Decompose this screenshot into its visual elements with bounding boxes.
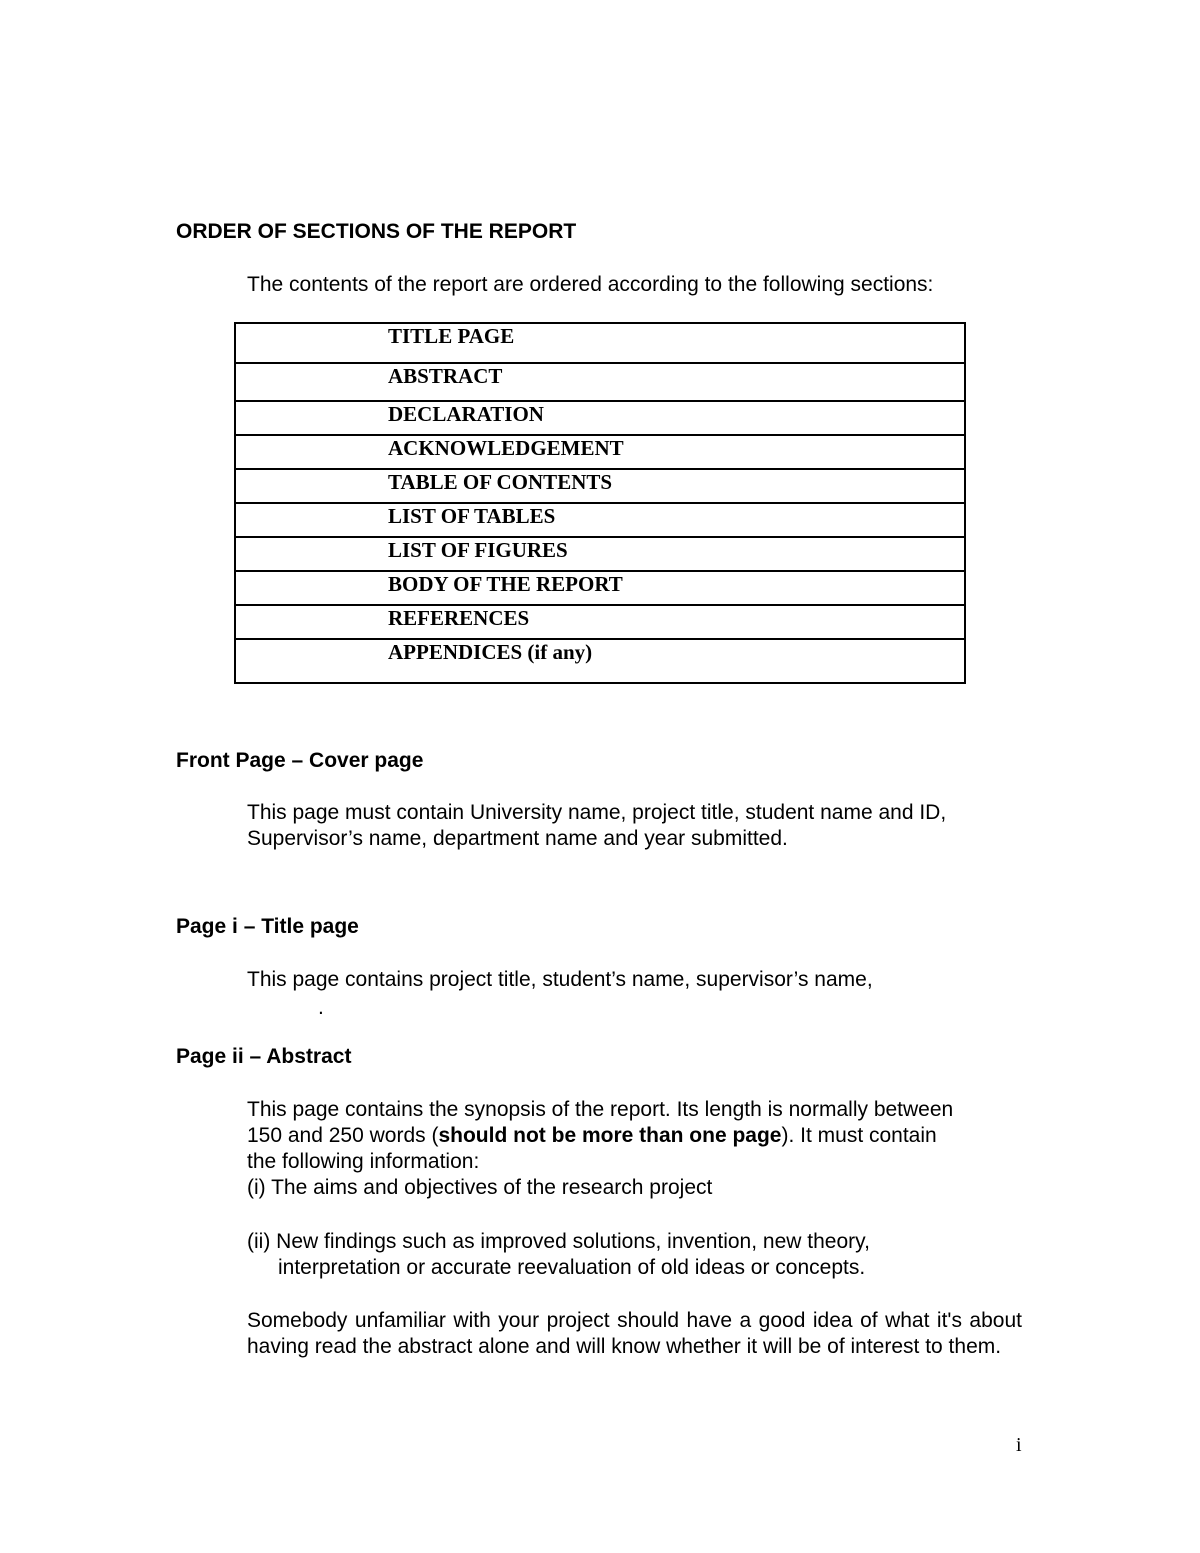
abstract-text: 150 and 250 words ( <box>247 1124 439 1147</box>
front-page-line: Supervisor’s name, department name and year submitted. <box>247 827 788 850</box>
title-page-text: This page contains project title, student’s name, supervisor’s name, <box>247 968 873 991</box>
section-row: ABSTRACT <box>235 363 965 401</box>
intro-text: The contents of the report are ordered according to the following sections: <box>247 273 934 296</box>
abstract-line: the following information: <box>247 1150 480 1173</box>
section-row: LIST OF TABLES <box>235 503 965 537</box>
section-row: TITLE PAGE <box>235 323 965 363</box>
section-row: DECLARATION <box>235 401 965 435</box>
title-page-heading: Page i – Title page <box>176 915 359 938</box>
section-row: REFERENCES <box>235 605 965 639</box>
front-page-heading: Front Page – Cover page <box>176 749 424 772</box>
section-row: APPENDICES (if any) <box>235 639 965 683</box>
sections-table <box>234 322 966 684</box>
abstract-body <box>247 1097 1022 1360</box>
front-page-text <box>247 800 946 852</box>
abstract-closing: Somebody unfamiliar with your project should have a good idea of what it's about having read the abstract alone and will know whether it will be of interest to them. <box>247 1309 1022 1358</box>
abstract-text: ). It must contain <box>781 1124 937 1147</box>
page-number: i <box>1016 1434 1022 1456</box>
section-row: LIST OF FIGURES <box>235 537 965 571</box>
section-row: TABLE OF CONTENTS <box>235 469 965 503</box>
abstract-item-continuation: interpretation or accurate reevaluation of old ideas or concepts. <box>278 1256 866 1279</box>
section-row: BODY OF THE REPORT <box>235 571 965 605</box>
abstract-item: (i) The aims and objectives of the research project <box>247 1176 713 1199</box>
page-heading: ORDER OF SECTIONS OF THE REPORT <box>176 220 577 243</box>
front-page-line: This page must contain University name, project title, student name and ID, <box>247 801 947 824</box>
title-page-dot: . <box>318 996 324 1019</box>
abstract-emphasis: should not be more than one page <box>438 1124 782 1147</box>
abstract-line: This page contains the synopsis of the report. Its length is normally between <box>247 1098 954 1121</box>
abstract-item: (ii) New findings such as improved solutions, invention, new theory, <box>247 1230 870 1253</box>
abstract-heading: Page ii – Abstract <box>176 1045 352 1068</box>
abstract-line <box>247 1123 1022 1149</box>
section-row: ACKNOWLEDGEMENT <box>235 435 965 469</box>
